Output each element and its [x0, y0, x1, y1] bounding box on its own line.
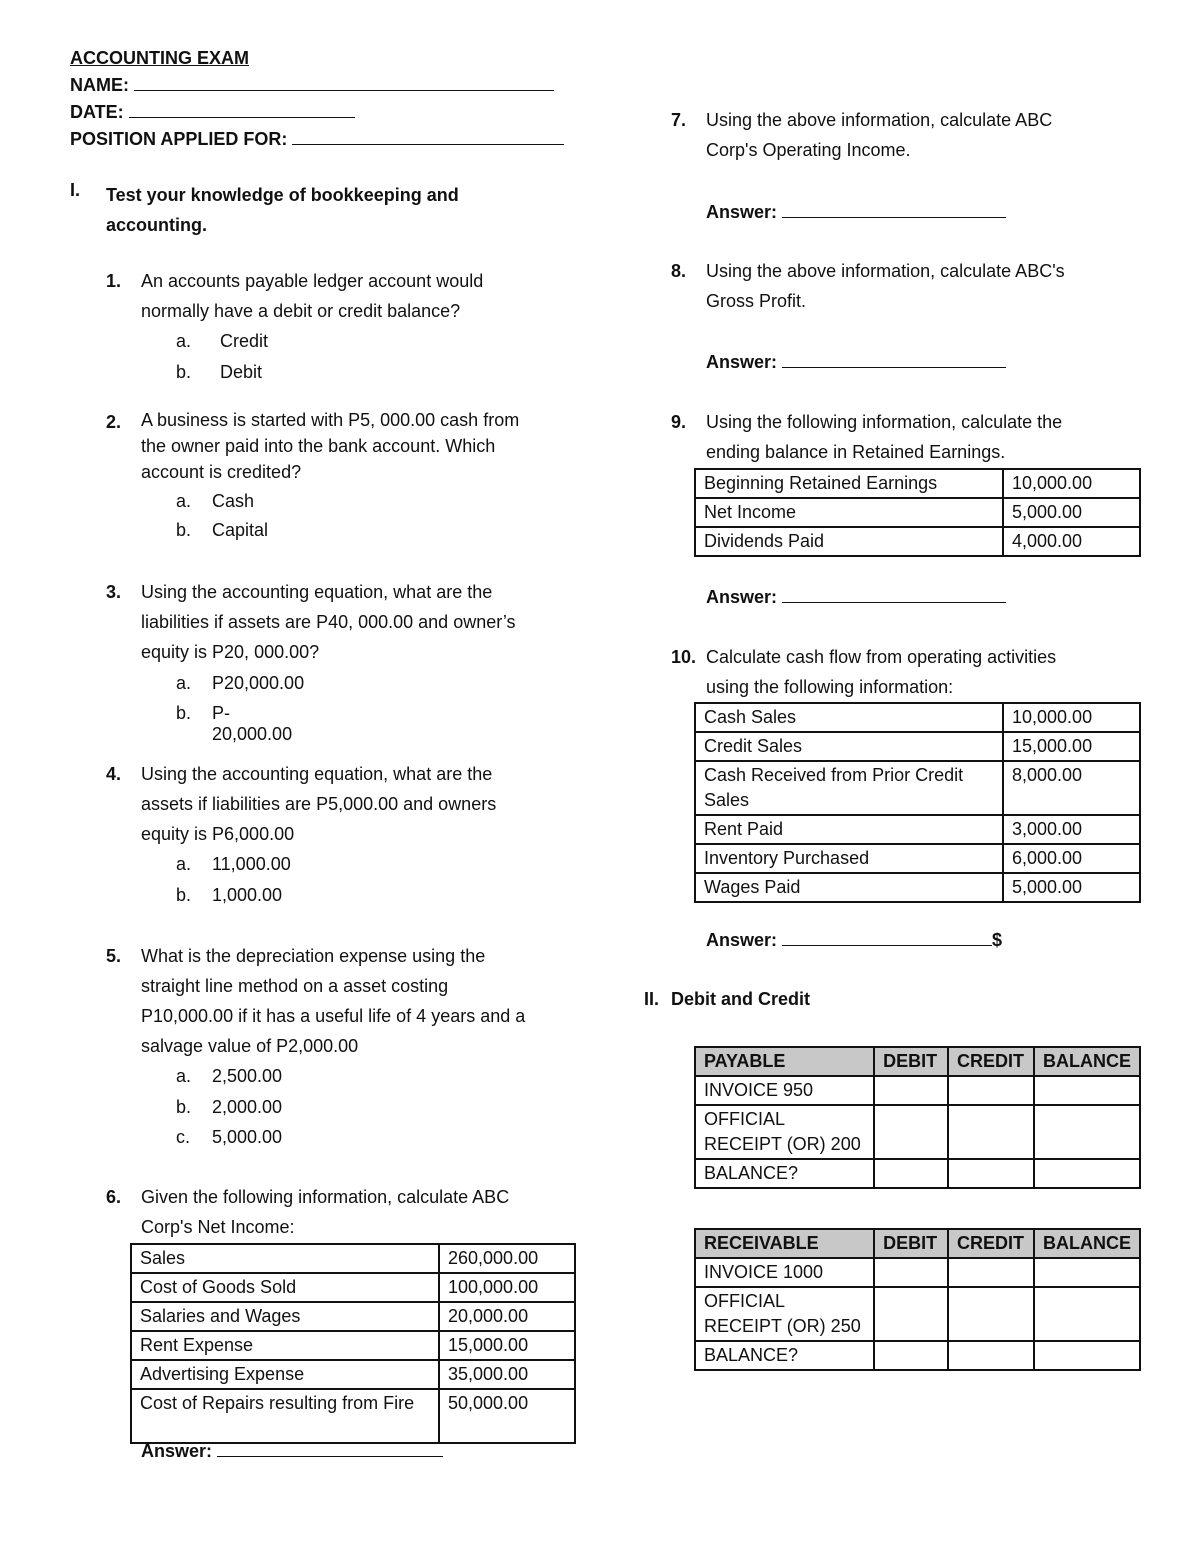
question-4-number: 4. — [106, 764, 122, 784]
payable-credit-cell[interactable] — [948, 1076, 1034, 1105]
table-cell: OFFICIAL RECEIPT (OR) 200 — [695, 1105, 874, 1159]
payable-debit-cell[interactable] — [874, 1105, 948, 1159]
option-text: 1,000.00 — [212, 885, 283, 905]
table-cell: BALANCE? — [695, 1341, 874, 1370]
table-row — [695, 1287, 1140, 1341]
payable-balance-cell[interactable] — [1034, 1159, 1140, 1188]
table-cell: PAYABLE — [695, 1047, 874, 1076]
option-text: Credit — [220, 331, 269, 351]
table-row — [131, 1331, 575, 1360]
question-10-text: Calculate cash flow from operating activities using the following information: — [706, 647, 1057, 697]
table-cell: CREDIT — [948, 1047, 1034, 1076]
question-9-number: 9. — [671, 412, 687, 432]
table-row — [695, 527, 1140, 556]
question-5-number: 5. — [106, 946, 122, 966]
question-1-option-b[interactable] — [176, 362, 263, 383]
question-5-option-c[interactable] — [176, 1127, 283, 1148]
position-field[interactable] — [292, 128, 564, 145]
table-cell: RECEIVABLE — [695, 1229, 874, 1258]
table-cell: Cost of Goods Sold — [131, 1273, 439, 1302]
table-header-row — [695, 1229, 1140, 1258]
table-cell: Cash Received from Prior Credit Sales — [695, 761, 1003, 815]
date-field[interactable] — [129, 101, 355, 118]
table-cell: Advertising Expense — [131, 1360, 439, 1389]
cash-flow-table — [694, 702, 1141, 903]
receivable-debit-cell[interactable] — [874, 1258, 948, 1287]
question-10-number: 10. — [671, 647, 697, 667]
table-row — [131, 1273, 575, 1302]
payable-debit-cell[interactable] — [874, 1076, 948, 1105]
receivable-balance-cell[interactable] — [1034, 1287, 1140, 1341]
question-7-number: 7. — [671, 110, 687, 130]
name-field[interactable] — [134, 74, 554, 91]
receivable-credit-cell[interactable] — [948, 1287, 1034, 1341]
receivable-balance-cell[interactable] — [1034, 1341, 1140, 1370]
date-row — [70, 101, 355, 123]
section-1-numeral: I. — [70, 180, 81, 200]
table-row — [131, 1302, 575, 1331]
table-cell: Net Income — [695, 498, 1003, 527]
table-cell: Beginning Retained Earnings — [695, 469, 1003, 498]
payable-table — [694, 1046, 1141, 1189]
question-8-answer-field[interactable] — [782, 351, 1006, 368]
table-cell: BALANCE — [1034, 1229, 1140, 1258]
table-cell: 100,000.00 — [439, 1273, 575, 1302]
question-10-answer-field[interactable] — [782, 929, 992, 946]
question-10-answer: Answer: $ — [706, 930, 1003, 950]
section-2-numeral: II. — [644, 989, 660, 1009]
question-9-text: Using the following information, calculate the ending balance in Retained Earnings. — [706, 412, 1063, 462]
table-cell: 4,000.00 — [1003, 527, 1140, 556]
question-3-number: 3. — [106, 582, 122, 602]
exam-title: ACCOUNTING EXAM — [70, 48, 249, 68]
section-1-title: Test your knowledge of bookkeeping and accounting. — [106, 185, 459, 235]
table-row — [695, 761, 1140, 815]
question-6-text: Given the following information, calculate ABC Corp's Net Income: — [141, 1187, 510, 1237]
table-cell: INVOICE 950 — [695, 1076, 874, 1105]
receivable-table — [694, 1228, 1141, 1371]
table-row — [695, 469, 1140, 498]
table-cell: 3,000.00 — [1003, 815, 1140, 844]
table-cell: Sales — [131, 1244, 439, 1273]
table-row — [131, 1360, 575, 1389]
section-2-title: Debit and Credit — [671, 989, 811, 1009]
table-cell: INVOICE 1000 — [695, 1258, 874, 1287]
table-cell: DEBIT — [874, 1229, 948, 1258]
receivable-debit-cell[interactable] — [874, 1341, 948, 1370]
position-row — [70, 128, 564, 150]
question-8-text: Using the above information, calculate ABC's Gross Profit. — [706, 261, 1065, 311]
option-text: b. — [176, 520, 192, 540]
question-7-answer: Answer: — [706, 201, 1006, 223]
table-cell: OFFICIAL RECEIPT (OR) 250 — [695, 1287, 874, 1341]
question-2-option-b[interactable] — [176, 520, 269, 541]
question-5-option-b[interactable] — [176, 1097, 283, 1118]
table-cell: 260,000.00 — [439, 1244, 575, 1273]
name-row — [70, 74, 554, 96]
table-row — [695, 1105, 1140, 1159]
table-row — [695, 873, 1140, 902]
table-row — [695, 703, 1140, 732]
table-cell: 5,000.00 — [1003, 873, 1140, 902]
question-2-number: 2. — [106, 412, 122, 432]
table-cell: 6,000.00 — [1003, 844, 1140, 873]
table-cell: CREDIT — [948, 1229, 1034, 1258]
option-text: b. — [176, 362, 192, 382]
table-row — [695, 1258, 1140, 1287]
table-row — [131, 1389, 575, 1443]
table-row — [695, 1076, 1140, 1105]
question-7-text: Using the above information, calculate ABC Corp's Operating Income. — [706, 110, 1053, 160]
table-cell: 15,000.00 — [1003, 732, 1140, 761]
question-9-answer: Answer: — [706, 586, 1006, 608]
table-cell: Credit Sales — [695, 732, 1003, 761]
option-text: b. — [176, 885, 192, 905]
question-8-number: 8. — [671, 261, 687, 281]
question-9-answer-field[interactable] — [782, 586, 1006, 603]
option-text: a. — [176, 491, 192, 511]
question-4-option-a[interactable] — [176, 854, 291, 875]
option-text: P20,000.00 — [212, 673, 305, 693]
table-row — [695, 1341, 1140, 1370]
table-cell: 10,000.00 — [1003, 469, 1140, 498]
question-6-answer: Answer: — [141, 1440, 443, 1462]
payable-balance-cell[interactable] — [1034, 1105, 1140, 1159]
question-6-answer-field[interactable] — [217, 1440, 443, 1457]
table-row — [695, 815, 1140, 844]
question-3-text: Using the accounting equation, what are the liabilities if assets are P40, 000.00 and owner’s equity is P20, 000.00? — [141, 582, 516, 662]
table-cell: 5,000.00 — [1003, 498, 1140, 527]
table-row — [695, 732, 1140, 761]
table-cell: Salaries and Wages — [131, 1302, 439, 1331]
option-text: c. — [176, 1127, 191, 1147]
question-7-answer-field[interactable] — [782, 201, 1006, 218]
question-1-text: An accounts payable ledger account would normally have a debit or credit balance? — [141, 271, 484, 321]
option-text: a. — [176, 854, 192, 874]
receivable-debit-cell[interactable] — [874, 1287, 948, 1341]
table-cell: Cost of Repairs resulting from Fire — [131, 1389, 439, 1443]
question-1-number: 1. — [106, 271, 122, 291]
question-1-option-a[interactable] — [176, 331, 269, 352]
table-cell: Rent Expense — [131, 1331, 439, 1360]
option-text: Capital — [212, 520, 269, 540]
table-cell: 15,000.00 — [439, 1331, 575, 1360]
table-row — [695, 1159, 1140, 1188]
table-row — [695, 498, 1140, 527]
option-text: a. — [176, 331, 192, 351]
table-cell: 8,000.00 — [1003, 761, 1140, 815]
question-2-text: A business is started with P5, 000.00 cash from the owner paid into the bank account. Which account is credited? — [141, 410, 520, 482]
option-text: P-20,000.00 — [212, 703, 293, 744]
table-cell: BALANCE — [1034, 1047, 1140, 1076]
receivable-credit-cell[interactable] — [948, 1258, 1034, 1287]
table-cell: 35,000.00 — [439, 1360, 575, 1389]
payable-debit-cell[interactable] — [874, 1159, 948, 1188]
option-text: 5,000.00 — [212, 1127, 283, 1147]
question-4-option-b[interactable] — [176, 885, 283, 906]
option-text: 2,500.00 — [212, 1066, 283, 1086]
option-text: Debit — [220, 362, 263, 382]
receivable-balance-cell[interactable] — [1034, 1258, 1140, 1287]
question-5-text: What is the depreciation expense using the straight line method on a asset costing P10,000.00 if it has a useful life of 4 years and a salvage value of P2,000.00 — [141, 946, 526, 1056]
option-text: Cash — [212, 491, 255, 511]
table-cell: DEBIT — [874, 1047, 948, 1076]
table-cell: Cash Sales — [695, 703, 1003, 732]
question-3-option-b[interactable] — [176, 703, 293, 744]
table-cell: 20,000.00 — [439, 1302, 575, 1331]
table-cell: Wages Paid — [695, 873, 1003, 902]
table-cell: 50,000.00 — [439, 1389, 575, 1443]
table-cell: 10,000.00 — [1003, 703, 1140, 732]
option-text: 2,000.00 — [212, 1097, 283, 1117]
table-cell: Rent Paid — [695, 815, 1003, 844]
net-income-table — [130, 1243, 576, 1444]
table-row — [695, 844, 1140, 873]
option-text: a. — [176, 1066, 192, 1086]
question-6-number: 6. — [106, 1187, 122, 1207]
payable-balance-cell[interactable] — [1034, 1076, 1140, 1105]
question-8-answer: Answer: — [706, 351, 1006, 373]
payable-credit-cell[interactable] — [948, 1159, 1034, 1188]
table-header-row — [695, 1047, 1140, 1076]
date-label: DATE: — [70, 102, 124, 122]
table-cell: Dividends Paid — [695, 527, 1003, 556]
retained-earnings-table — [694, 468, 1141, 557]
option-text: 11,000.00 — [212, 854, 291, 874]
table-cell: BALANCE? — [695, 1159, 874, 1188]
table-row — [131, 1244, 575, 1273]
option-text: b. — [176, 703, 192, 723]
option-text: b. — [176, 1097, 192, 1117]
payable-credit-cell[interactable] — [948, 1105, 1034, 1159]
position-label: POSITION APPLIED FOR: — [70, 129, 288, 149]
option-text: a. — [176, 673, 192, 693]
question-4-text: Using the accounting equation, what are the assets if liabilities are P5,000.00 and owners equity is P6,000.00 — [141, 764, 497, 844]
table-cell: Inventory Purchased — [695, 844, 1003, 873]
name-label: NAME: — [70, 75, 129, 95]
question-5-option-a[interactable] — [176, 1066, 283, 1087]
question-3-option-a[interactable] — [176, 673, 305, 694]
question-2-option-a[interactable] — [176, 491, 255, 512]
receivable-credit-cell[interactable] — [948, 1341, 1034, 1370]
